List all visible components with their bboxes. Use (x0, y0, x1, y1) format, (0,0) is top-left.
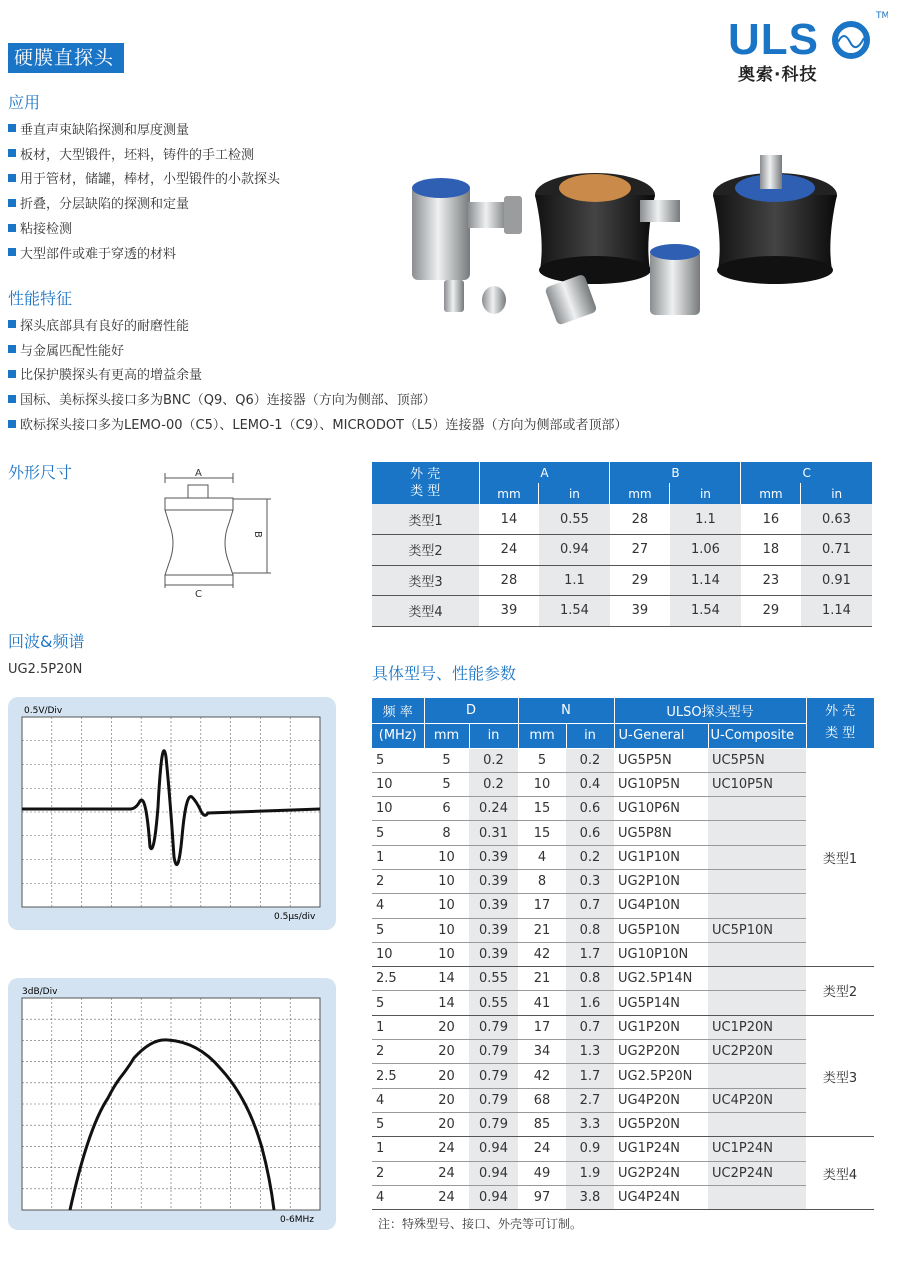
page-title: 硬膜直探头 (8, 43, 124, 73)
dimension-drawing (155, 463, 275, 603)
table-row: 类型4 39 1.54 39 1.54 29 1.14 (372, 596, 872, 627)
table-row: 10 10 0.39 42 1.7 UG10P10N (372, 942, 874, 966)
list-item: 欧标探头接口多为LEMO-00（C5）、LEMO-1（C9）、MICRODOT（L5）连接器（方向为侧部或者顶部） (8, 411, 628, 436)
table-row: 10 6 0.24 15 0.6 UG10P6N (372, 797, 874, 821)
table-row: 类型3 28 1.1 29 1.14 23 0.91 (372, 565, 872, 596)
trademark: TM (876, 11, 888, 21)
spectrum-ylabel: 3dB/Div (22, 987, 58, 997)
list-item: 国标、美标探头接口多为BNC（Q9、Q6）连接器（方向为侧部、顶部） (8, 386, 628, 411)
table-row: 2.5 20 0.79 42 1.7 UG2.5P20N (372, 1064, 874, 1088)
list-item: 垂直声束缺陷探测和厚度测量 (8, 116, 280, 141)
bullet-icon (8, 320, 16, 328)
shell-type-header: 外 壳 类 型 (806, 698, 874, 748)
table-row: 类型2 24 0.94 27 1.06 18 0.71 (372, 535, 872, 566)
table-row: 1 10 0.39 4 0.2 UG1P10N (372, 845, 874, 869)
logo-text: ULS (728, 15, 819, 64)
features-title: 性能特征 (8, 289, 73, 308)
echo-model: UG2.5P20N (8, 662, 83, 677)
list-item: 板材，大型锻件，坯料，铸件的手工检测 (8, 141, 280, 166)
footnote: 注：特殊型号、接口、外壳等可订制。 (378, 1217, 583, 1231)
svg-text:A: A (195, 468, 202, 479)
list-item: 探头底部具有良好的耐磨性能 (8, 312, 628, 337)
models-title: 具体型号、性能参数 (372, 664, 517, 683)
table-row: 5 8 0.31 15 0.6 UG5P8N (372, 821, 874, 845)
table-row: 5 5 0.2 5 0.2 UG5P5N UC5P5N 类型1 (372, 748, 874, 772)
dimensions-table: 外 壳 类 型 A B C mm in mm in mm in 类型1 14 0.55 28 1.1 16 0.63 类型2 24 0.94 27 1.06 18 0.71 类型3 28 1.1 29 1.14 23 0.91 类型4 39 1.54 39 1.54 29 1.14 (372, 462, 872, 627)
brand-logo (728, 8, 888, 88)
waveform-ylabel: 0.5V/Div (24, 706, 63, 716)
table-row: 5 20 0.79 85 3.3 UG5P20N (372, 1112, 874, 1136)
spectrum-xlabel: 0-6MHz (280, 1215, 314, 1225)
bullet-icon (8, 420, 16, 428)
table-row: 类型1 14 0.55 28 1.1 16 0.63 (372, 504, 872, 535)
list-item: 用于管材，储罐，棒材，小型锻件的小款探头 (8, 166, 280, 191)
list-item: 折叠，分层缺陷的探测和定量 (8, 190, 280, 215)
list-item: 比保护膜探头有更高的增益余量 (8, 362, 628, 387)
corner-header: 外 壳 类 型 (372, 462, 479, 504)
echo-title: 回波&频谱 (8, 632, 85, 651)
table-row: 2 24 0.94 49 1.9 UG2P24N UC2P24N (372, 1161, 874, 1185)
table-row: 2.5 14 0.55 21 0.8 UG2.5P14N 类型2 (372, 967, 874, 991)
spectrum-chart (8, 978, 336, 1230)
list-item: 粘接检测 (8, 215, 280, 240)
models-table: 频 率 D N ULSO探头型号 外 壳 类 型 (MHz) mm in mm in U-General U-Composite 5 5 0.2 5 0.2 UG5P5N UC5P5N 类型1 10 5 0.2 10 0.4 UG10P5N UC10P5N 10 6 0.24 15 0.6 UG10P6N 5 8 0.31 15 0.6 UG5P8N 1 10 0.39 4 0.2 UG1P10N 2 10 0.39 8 0.3 UG2P10N 4 10 0.39 17 0.7 UG4P10N 5 10 0.39 21 0.8 UG5P10N UC5P10N 10 10 0.39 42 1.7 UG10P10N 2.5 14 0.55 21 0.8 UG2.5P14N 类型2 5 14 0.55 41 1.6 UG5P14N 1 20 0.79 17 0.7 UG1P20N UC1P20N 类型3 2 20 0.79 34 1.3 UG2P20N UC2P20N 2.5 20 0.79 42 1.7 UG2.5P20N 4 20 0.79 68 2.7 UG4P20N UC4P20N 5 20 0.79 85 3.3 UG5P20N 1 24 0.94 24 0.9 UG1P24N UC1P24N 类型4 2 24 0.94 49 1.9 UG2P24N UC2P24N 4 24 0.94 97 3.8 UG4P24N (372, 698, 874, 1210)
applications-list (8, 116, 280, 265)
table-row: 4 10 0.39 17 0.7 UG4P10N (372, 894, 874, 918)
table-row: 2 20 0.79 34 1.3 UG2P20N UC2P20N (372, 1040, 874, 1064)
bullet-icon (8, 224, 16, 232)
bullet-icon (8, 345, 16, 353)
bullet-icon (8, 370, 16, 378)
shell-type-cell: 类型3 (806, 1015, 874, 1136)
shell-type-cell: 类型2 (806, 967, 874, 1016)
shell-type-cell: 类型1 (806, 748, 874, 967)
table-row: 5 10 0.39 21 0.8 UG5P10N UC5P10N (372, 918, 874, 942)
bullet-icon (8, 149, 16, 157)
svg-text:B: B (252, 531, 263, 538)
bullet-icon (8, 174, 16, 182)
product-photo (400, 140, 880, 340)
bullet-icon (8, 199, 16, 207)
svg-text:C: C (195, 589, 202, 600)
dimensions-title: 外形尺寸 (8, 463, 73, 482)
list-item: 与金属匹配性能好 (8, 337, 628, 362)
table-row: 4 24 0.94 97 3.8 UG4P24N (372, 1185, 874, 1209)
table-row: 1 24 0.94 24 0.9 UG1P24N UC1P24N 类型4 (372, 1137, 874, 1161)
bullet-icon (8, 248, 16, 256)
applications-title: 应用 (8, 93, 41, 112)
bullet-icon (8, 124, 16, 132)
logo-subtitle: 奥索·科技 (738, 65, 818, 85)
list-item: 大型部件或难于穿透的材料 (8, 240, 280, 265)
waveform-chart (8, 697, 336, 930)
table-row: 4 20 0.79 68 2.7 UG4P20N UC4P20N (372, 1088, 874, 1112)
table-row: 2 10 0.39 8 0.3 UG2P10N (372, 869, 874, 893)
table-row: 1 20 0.79 17 0.7 UG1P20N UC1P20N 类型3 (372, 1015, 874, 1039)
table-row: 10 5 0.2 10 0.4 UG10P5N UC10P5N (372, 772, 874, 796)
waveform-xlabel: 0.5μs/div (274, 912, 316, 922)
bullet-icon (8, 395, 16, 403)
shell-type-cell: 类型4 (806, 1137, 874, 1210)
table-row: 5 14 0.55 41 1.6 UG5P14N (372, 991, 874, 1015)
